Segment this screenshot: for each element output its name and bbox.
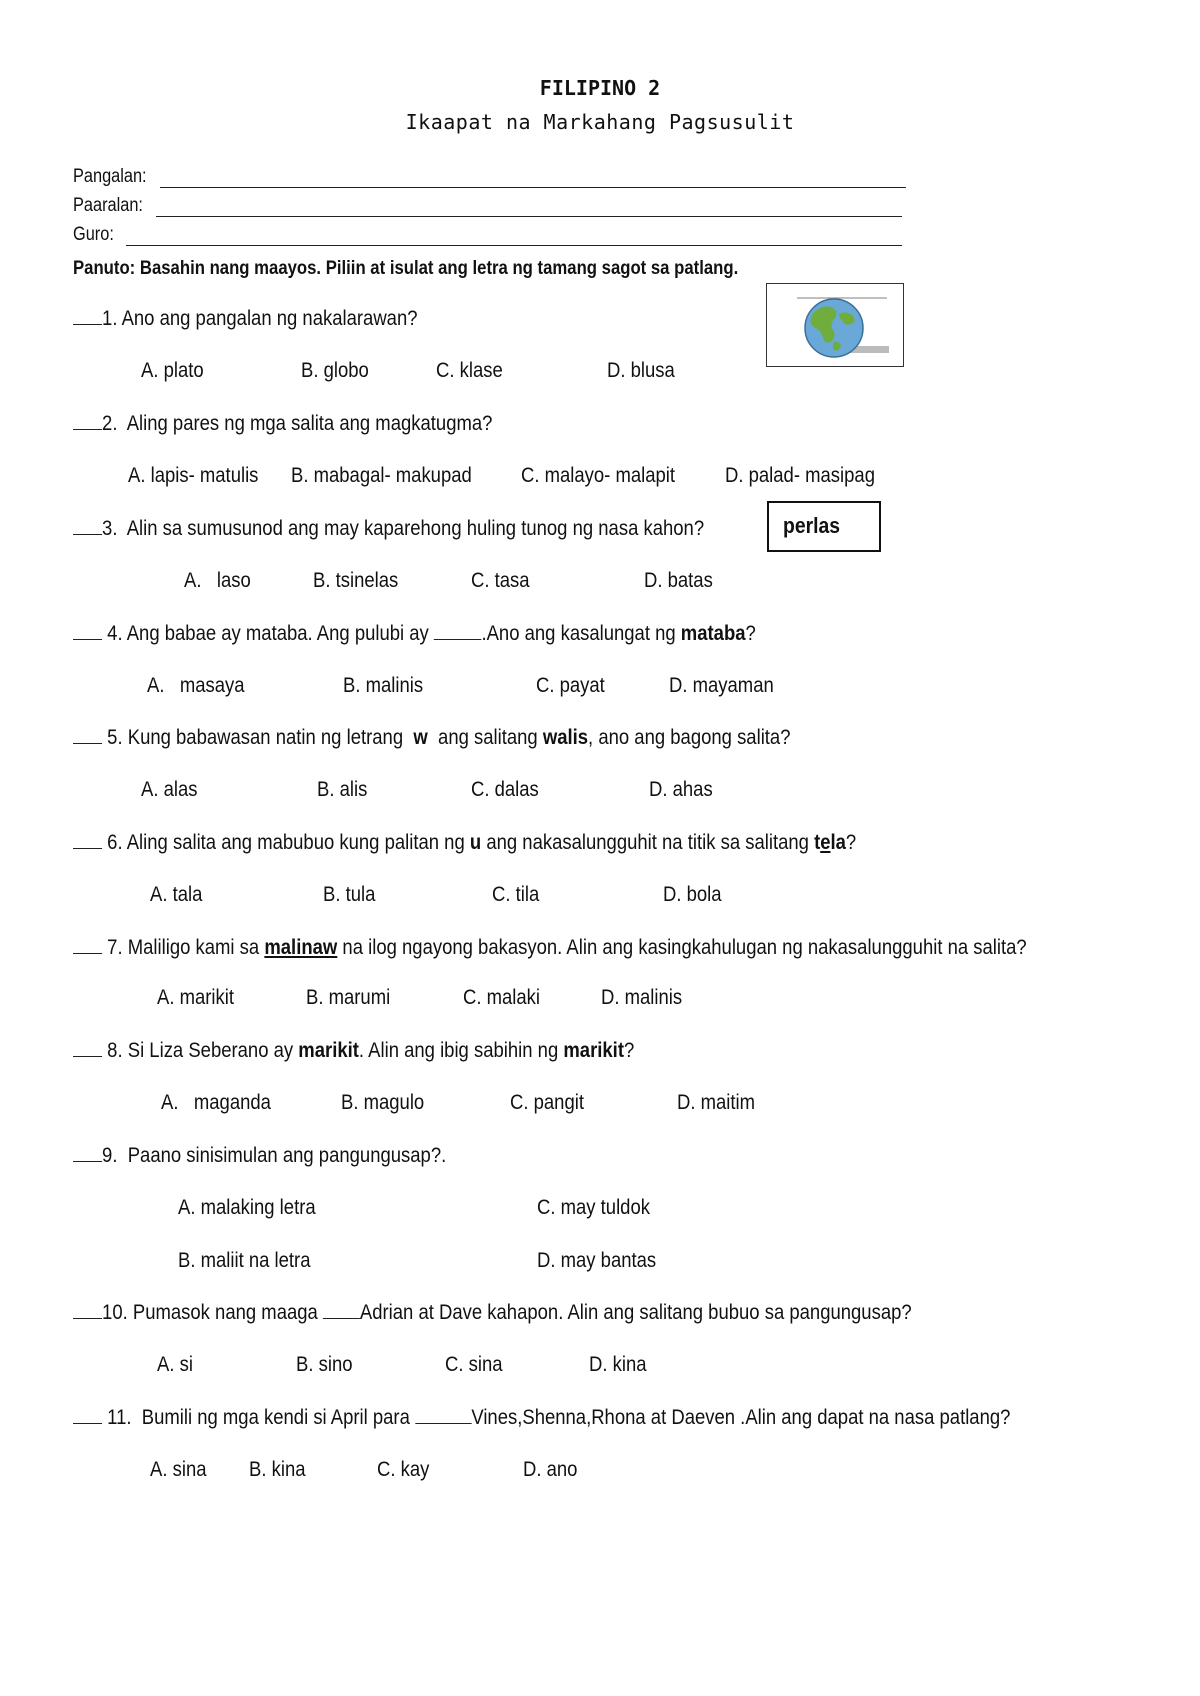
question-text: , ano ang bagong salita? bbox=[588, 726, 791, 749]
question-number: 9. bbox=[102, 1144, 118, 1167]
choice-a: A. plato bbox=[141, 359, 204, 382]
choice-a: A. lapis- matulis bbox=[128, 464, 259, 487]
choice-a: A. laso bbox=[184, 569, 251, 592]
answer-blank[interactable] bbox=[73, 308, 102, 325]
school-label: Paaralan: bbox=[73, 195, 143, 216]
question-number: 6. bbox=[107, 831, 123, 854]
question-1 bbox=[73, 307, 418, 331]
choice-c: C. may tuldok bbox=[537, 1196, 650, 1219]
choice-c: C. kay bbox=[377, 1458, 430, 1481]
choice-b: B. tula bbox=[323, 883, 376, 906]
keyword: u bbox=[469, 831, 482, 854]
answer-blank[interactable] bbox=[73, 1040, 102, 1057]
question-text: Vines,Shenna,Rhona at Daeven .Alin ang dapat na nasa patlang? bbox=[471, 1406, 1011, 1429]
teacher-label: Guro: bbox=[73, 224, 114, 245]
page-title: FILIPINO 2 bbox=[539, 76, 661, 100]
answer-blank[interactable] bbox=[73, 413, 102, 430]
question-number: 11. bbox=[107, 1406, 132, 1429]
choice-b: B. magulo bbox=[341, 1091, 425, 1114]
sentence-blank[interactable] bbox=[415, 1407, 471, 1424]
choice-c: C. klase bbox=[436, 359, 503, 382]
question-number: 7. bbox=[107, 936, 123, 959]
question-8 bbox=[73, 1039, 634, 1063]
sentence-blank[interactable] bbox=[434, 623, 482, 640]
choice-c: C. sina bbox=[445, 1353, 503, 1376]
question-text: na ilog ngayong bakasyon. Alin ang kasingkahulugan ng nakasalungguhit na salita? bbox=[342, 936, 1027, 959]
directions-label: Panuto: bbox=[73, 258, 136, 279]
choice-d: D. palad- masipag bbox=[725, 464, 875, 487]
answer-blank[interactable] bbox=[73, 1302, 102, 1319]
choice-c: C. tila bbox=[492, 883, 540, 906]
keyword: malinaw bbox=[264, 936, 338, 959]
answer-blank[interactable] bbox=[73, 937, 102, 954]
choice-b: B. globo bbox=[301, 359, 369, 382]
keyword bbox=[814, 831, 846, 854]
question-2 bbox=[73, 412, 492, 436]
choice-d: D. maitim bbox=[677, 1091, 756, 1114]
choice-b: B. tsinelas bbox=[313, 569, 399, 592]
question-5 bbox=[73, 726, 790, 750]
word-box bbox=[767, 501, 881, 552]
question-text: ? bbox=[845, 831, 857, 854]
choice-d: D. kina bbox=[589, 1353, 647, 1376]
question-text: . Alin ang ibig sabihin ng bbox=[358, 1039, 559, 1062]
question-text: Adrian at Dave kahapon. Alin ang salitang bubuo sa pangungusap? bbox=[359, 1301, 912, 1324]
question-4 bbox=[73, 622, 756, 646]
question-text: Paano sinisimulan ang pangungusap?. bbox=[127, 1144, 447, 1167]
sentence-blank[interactable] bbox=[323, 1302, 360, 1319]
choice-d: D. bola bbox=[663, 883, 722, 906]
choice-b: B. sino bbox=[296, 1353, 353, 1376]
directions-text: Basahin nang maayos. Piliin at isulat ang letra ng tamang sagot sa patlang. bbox=[139, 258, 739, 279]
globe-picture bbox=[766, 283, 904, 367]
answer-blank[interactable] bbox=[73, 518, 102, 535]
question-text: ? bbox=[745, 622, 756, 645]
keyword-part: la bbox=[830, 831, 846, 854]
choice-d: D. blusa bbox=[607, 359, 675, 382]
choice-b: B. alis bbox=[317, 778, 368, 801]
question-7 bbox=[73, 936, 1027, 960]
choice-b: B. kina bbox=[249, 1458, 306, 1481]
choice-c: C. payat bbox=[536, 674, 605, 697]
keyword: w bbox=[413, 726, 428, 749]
keyword-part: t bbox=[814, 831, 821, 854]
choice-a: A. masaya bbox=[147, 674, 245, 697]
question-text: Bumili ng mga kendi si April para bbox=[141, 1406, 410, 1429]
choice-b: B. malinis bbox=[343, 674, 424, 697]
question-10 bbox=[73, 1301, 912, 1325]
answer-blank[interactable] bbox=[73, 832, 102, 849]
choice-a: A. sina bbox=[150, 1458, 207, 1481]
question-text: Aling pares ng mga salita ang magkatugma? bbox=[126, 412, 493, 435]
choice-d: D. malinis bbox=[601, 986, 683, 1009]
question-number: 5. bbox=[107, 726, 123, 749]
keyword: mataba bbox=[680, 622, 746, 645]
question-number: 3. bbox=[102, 517, 118, 540]
choice-b: B. marumi bbox=[306, 986, 391, 1009]
question-6 bbox=[73, 831, 856, 855]
answer-blank[interactable] bbox=[73, 1407, 102, 1424]
choice-c: C. pangit bbox=[510, 1091, 584, 1114]
keyword: marikit bbox=[298, 1039, 359, 1062]
keyword: walis bbox=[542, 726, 589, 749]
choice-d: D. batas bbox=[644, 569, 713, 592]
question-text: ang salitang bbox=[438, 726, 538, 749]
choice-a: A. malaking letra bbox=[178, 1196, 316, 1219]
question-text: .Ano ang kasalungat ng bbox=[481, 622, 676, 645]
globe-icon bbox=[767, 284, 902, 365]
question-11 bbox=[73, 1406, 1010, 1430]
question-number: 10. bbox=[102, 1301, 128, 1324]
choice-d: D. ahas bbox=[649, 778, 713, 801]
choice-c: C. malayo- malapit bbox=[521, 464, 676, 487]
choice-a: A. si bbox=[157, 1353, 193, 1376]
choice-b: B. maliit na letra bbox=[178, 1249, 311, 1272]
answer-blank[interactable] bbox=[73, 623, 102, 640]
question-text: Alin sa sumusunod ang may kaparehong huling tunog ng nasa kahon? bbox=[126, 517, 705, 540]
question-text: Maliligo kami sa bbox=[127, 936, 260, 959]
question-number: 4. bbox=[107, 622, 123, 645]
keyword: marikit bbox=[563, 1039, 624, 1062]
choice-a: A. marikit bbox=[157, 986, 235, 1009]
question-text: Si Liza Seberano ay bbox=[127, 1039, 294, 1062]
question-text: Aling salita ang mabubuo kung palitan ng bbox=[126, 831, 465, 854]
question-number: 2. bbox=[102, 412, 118, 435]
question-text: Ano ang pangalan ng nakalarawan? bbox=[121, 307, 418, 330]
choice-a: A. alas bbox=[141, 778, 198, 801]
choice-d: D. may bantas bbox=[537, 1249, 657, 1272]
choice-d: D. mayaman bbox=[669, 674, 774, 697]
question-number: 8. bbox=[107, 1039, 123, 1062]
answer-blank[interactable] bbox=[73, 1145, 102, 1162]
name-field[interactable] bbox=[160, 187, 906, 188]
question-text: Ang babae ay mataba. Ang pulubi ay bbox=[126, 622, 429, 645]
question-text: ? bbox=[623, 1039, 635, 1062]
choice-c: C. tasa bbox=[471, 569, 530, 592]
question-number: 1. bbox=[102, 307, 118, 330]
directions bbox=[73, 258, 738, 280]
question-3 bbox=[73, 517, 704, 541]
question-text: ang nakasalungguhit na titik sa salitang bbox=[486, 831, 809, 854]
choice-d: D. ano bbox=[523, 1458, 578, 1481]
school-field[interactable] bbox=[156, 216, 902, 217]
question-text: Kung babawasan natin ng letrang bbox=[127, 726, 404, 749]
choice-a: A. tala bbox=[150, 883, 203, 906]
question-9 bbox=[73, 1144, 446, 1168]
choice-b: B. mabagal- makupad bbox=[291, 464, 472, 487]
choice-c: C. malaki bbox=[463, 986, 541, 1009]
choice-a: A. maganda bbox=[161, 1091, 271, 1114]
name-label: Pangalan: bbox=[73, 166, 147, 187]
underlined-letter: e bbox=[820, 831, 831, 854]
answer-blank[interactable] bbox=[73, 727, 102, 744]
exam-title: Ikaapat na Markahang Pagsusulit bbox=[405, 110, 795, 134]
teacher-field[interactable] bbox=[126, 245, 902, 246]
box-word: perlas bbox=[783, 513, 841, 538]
question-text: Pumasok nang maaga bbox=[132, 1301, 318, 1324]
choice-c: C. dalas bbox=[471, 778, 539, 801]
